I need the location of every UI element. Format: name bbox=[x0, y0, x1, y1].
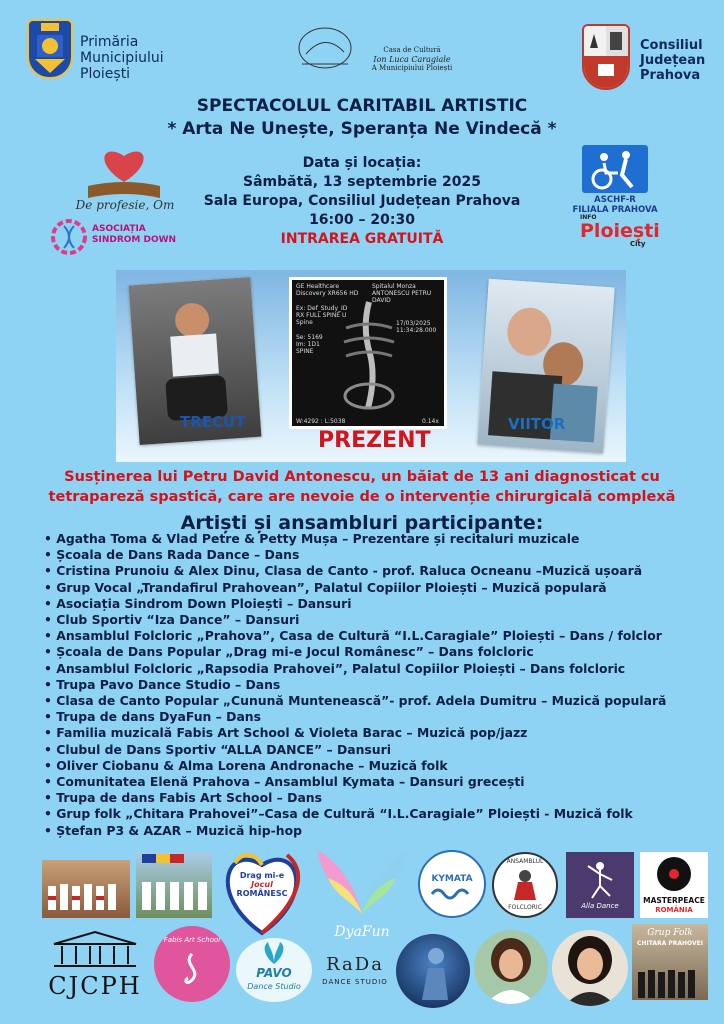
event-title: SPECTACOLUL CARITABIL ARTISTIC bbox=[196, 96, 528, 116]
consiliul-name: Consiliul Județean Prahova bbox=[640, 38, 706, 83]
event-info bbox=[200, 154, 524, 249]
asociatia-sindrom-down-logo: ASOCIAȚIA SINDROM DOWN bbox=[92, 224, 177, 245]
artists-heading: Artiști și ansambluri participante: bbox=[180, 512, 544, 534]
singer-portrait-photo bbox=[474, 930, 548, 1004]
list-item: • Ansamblul Folcloric „Prahova”, Casa de Cultură “I.L.Caragiale” Ploiești – Dans / folclor bbox=[44, 628, 666, 644]
kymata-logo: KYMATA bbox=[418, 850, 486, 918]
event-time: 16:00 – 20:30 bbox=[309, 212, 415, 228]
list-item: • Trupa de dans DyaFun – Dans bbox=[44, 709, 666, 725]
list-item: • Familia muzicală Fabis Art School & Violeta Barac – Muzică pop/jazz bbox=[44, 725, 666, 741]
casa-cultura-name: Casa de Cultură Ion Luca Caragiale A Municipiului Ploiești bbox=[371, 46, 453, 72]
present-label: PREZENT bbox=[318, 428, 431, 453]
masterpeace-logo: MASTERPEACE ROMÂNIA bbox=[640, 852, 708, 918]
event-venue: Sala Europa, Consiliul Județean Prahova bbox=[203, 193, 521, 209]
list-item: • Trupa Pavo Dance Studio – Dans bbox=[44, 677, 666, 693]
list-item: • Grup Vocal „Trandafirul Prahovean”, Palatul Copiilor Ploiești – Muzică populară bbox=[44, 580, 666, 596]
wheelchair-icon bbox=[582, 145, 648, 193]
pavo-dance-studio-logo: PAVO Dance Studio bbox=[236, 938, 312, 1002]
artists-list bbox=[44, 531, 666, 839]
casa-cultura-emblem-icon bbox=[292, 24, 358, 76]
rada-dance-studio-logo: RaDa DANCE STUDIO bbox=[322, 954, 388, 986]
drag-mi-e-logo: Drag mi-e Jocul ROMÂNESC bbox=[217, 843, 307, 938]
fabis-art-school-logo: Fabis Art School bbox=[154, 926, 230, 1002]
ploiesti-crest-icon bbox=[27, 19, 73, 79]
list-item: • Comunitatea Elenă Prahova – Ansamblul Kymata – Dansuri grecești bbox=[44, 774, 666, 790]
date-heading: Data și locația: bbox=[302, 155, 422, 171]
list-item: • Oliver Ciobanu & Alma Lorena Andronache – Muzică folk bbox=[44, 758, 666, 774]
de-profesie-logo: De profesie, Om bbox=[75, 198, 175, 212]
list-item: • Școala de Dans Popular „Drag mi-e Jocul Românesc” – Dans folcloric bbox=[44, 644, 666, 660]
hiphop-artist-photo bbox=[396, 934, 470, 1008]
teacher-portrait-photo bbox=[552, 930, 628, 1006]
list-item: • Ștefan P3 & AZAR – Muzică hip-hop bbox=[44, 823, 666, 839]
event-date: Sâmbătă, 13 septembrie 2025 bbox=[243, 174, 481, 190]
list-item: • Școala de Dans Rada Dance – Dans bbox=[44, 547, 666, 563]
kids-ensemble-photo bbox=[136, 852, 212, 918]
list-item: • Trupa de dans Fabis Art School – Dans bbox=[44, 790, 666, 806]
list-item: • Grup folk „Chitara Prahovei”–Casa de Cultură “I.L.Caragiale” Ploiești - Muzică folk bbox=[44, 806, 666, 822]
grup-folk-photo: Grup Folk CHITARA PRAHOVEI bbox=[632, 924, 708, 1000]
list-item: • Club Sportiv “Iza Dance” – Dansuri bbox=[44, 612, 666, 628]
list-item: • Ansamblul Folcloric „Rapsodia Prahovei”, Palatul Copiilor Ploiești – Dans folcloric bbox=[44, 661, 666, 677]
ansamblul-folcloric-logo: ANSAMBLUL FOLCLORIC bbox=[492, 852, 558, 918]
list-item: • Clasa de Canto Popular „Cunună Muntenească”- prof. Adela Dumitru – Muzică populară bbox=[44, 693, 666, 709]
folk-group-photo bbox=[42, 860, 130, 918]
list-item: • Agatha Toma & Vlad Petre & Petty Mușa – Prezentare și recitaluri muzicale bbox=[44, 531, 666, 547]
future-label: VIITOR bbox=[508, 415, 566, 433]
support-text: Susținerea lui Petru David Antonescu, un băiat de 13 ani diagnosticat cu tetrapareză spastică, care are nevoie de o intervenție chirurgicală complexă bbox=[48, 469, 676, 505]
spine-icon bbox=[336, 298, 402, 414]
list-item: • Cristina Prunoiu & Alex Dinu, Clasa de Canto - prof. Raluca Ocneanu –Muzică ușoară bbox=[44, 563, 666, 579]
entry-free: INTRAREA GRATUITĂ bbox=[280, 231, 444, 247]
event-subtitle: * Arta Ne Unește, Speranța Ne Vindecă * bbox=[167, 119, 557, 139]
primaria-name: Primăria Municipiului Ploiești bbox=[80, 34, 164, 82]
alla-dance-logo: Alla Dance bbox=[566, 852, 634, 918]
xray-photo: GE Healthcare Discovery XR656 HD Ex: Def_Study_ID RX FULL SPINE U Spine Se: 5169 Im: 1D1 SPINE Spitalul Monza ANTONESCU PETRU DAVID 17/03/2025 11:34:28.000 W:4292 : L:5038 0.14x bbox=[289, 277, 447, 429]
heart-book-icon bbox=[74, 142, 174, 204]
dna-circle-icon bbox=[50, 218, 88, 256]
list-item: • Clubul de Dans Sportiv “ALLA DANCE” – Dansuri bbox=[44, 742, 666, 758]
aschf-logo: ASCHF-R FILIALA PRAHOVA bbox=[572, 195, 658, 215]
prahova-crest-icon bbox=[582, 24, 630, 90]
info-ploiesti-logo: INFO Ploiești City bbox=[580, 214, 660, 248]
list-item: • Asociația Sindrom Down Ploiești – Dansuri bbox=[44, 596, 666, 612]
dyafun-logo: DyaFun bbox=[314, 844, 410, 944]
past-label: TRECUT bbox=[180, 413, 246, 431]
cjcph-logo: CJCPH bbox=[40, 928, 150, 1000]
